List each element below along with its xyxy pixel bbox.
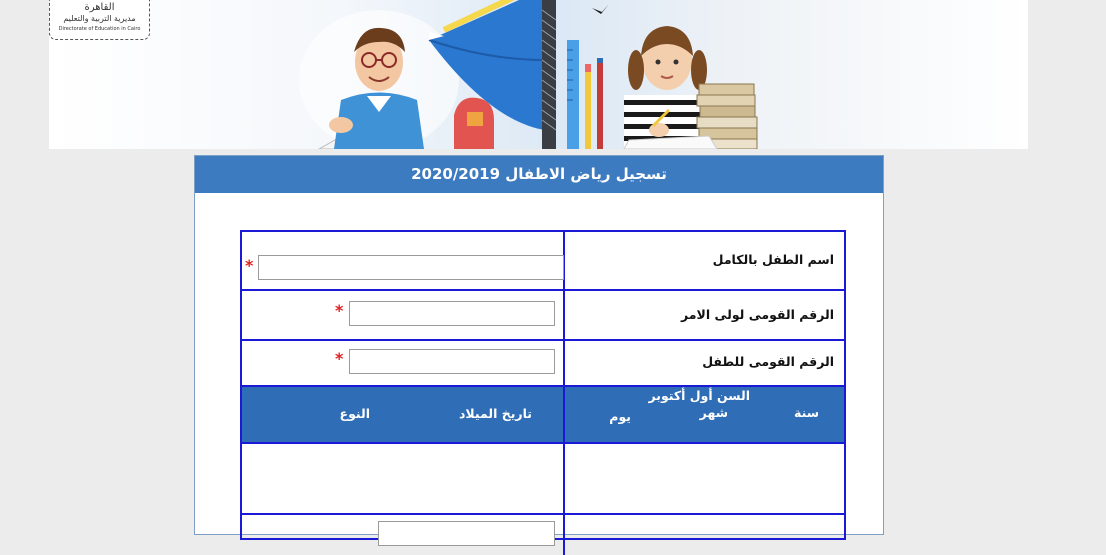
next-row <box>242 515 844 555</box>
birth-date-header: تاريخ الميلاد <box>458 406 532 421</box>
child-name-label: اسم الطفل بالكامل <box>712 252 834 267</box>
child-id-input[interactable] <box>349 349 555 374</box>
next-row-label-cell <box>563 515 844 555</box>
child-id-required-mark: * <box>335 349 344 368</box>
child-info-header-row <box>242 387 844 444</box>
age-header-cell <box>563 387 844 442</box>
directorate-logo <box>49 0 150 40</box>
child-name-required-mark: * <box>245 256 254 275</box>
year-header: سنة <box>794 405 819 420</box>
guardian-id-required-mark: * <box>335 301 344 320</box>
logo-arabic-text: مديرية التربية والتعليم <box>63 14 136 23</box>
guardian-id-label: الرقم القومى لولى الامر <box>681 307 834 322</box>
registration-form-grid <box>240 230 846 540</box>
registration-panel <box>194 155 884 535</box>
banner-illustration <box>49 0 1028 149</box>
guardian-id-label-cell <box>563 291 844 339</box>
child-id-row <box>242 341 844 387</box>
form-title: تسجيل رياض الاطفال 2020/2019 <box>195 156 883 193</box>
child-name-input[interactable] <box>258 255 564 280</box>
child-id-label: الرقم القومى للطفل <box>702 354 834 369</box>
age-values-cell <box>563 444 844 513</box>
age-october-label: السن أول أكتوبر <box>648 388 750 403</box>
child-name-label-cell <box>563 232 844 289</box>
day-header: يوم <box>609 409 631 424</box>
child-id-label-cell <box>563 341 844 385</box>
child-info-values-row <box>242 444 844 515</box>
header-banner <box>49 0 1028 149</box>
child-name-row <box>242 232 844 291</box>
guardian-id-input[interactable] <box>349 301 555 326</box>
logo-english-text: Directorate of Education in Cairo <box>58 26 141 32</box>
logo-city-text: القاهرة <box>84 2 115 13</box>
guardian-id-row <box>242 291 844 341</box>
gender-header: النوع <box>339 406 370 421</box>
month-header: شهر <box>699 405 728 420</box>
